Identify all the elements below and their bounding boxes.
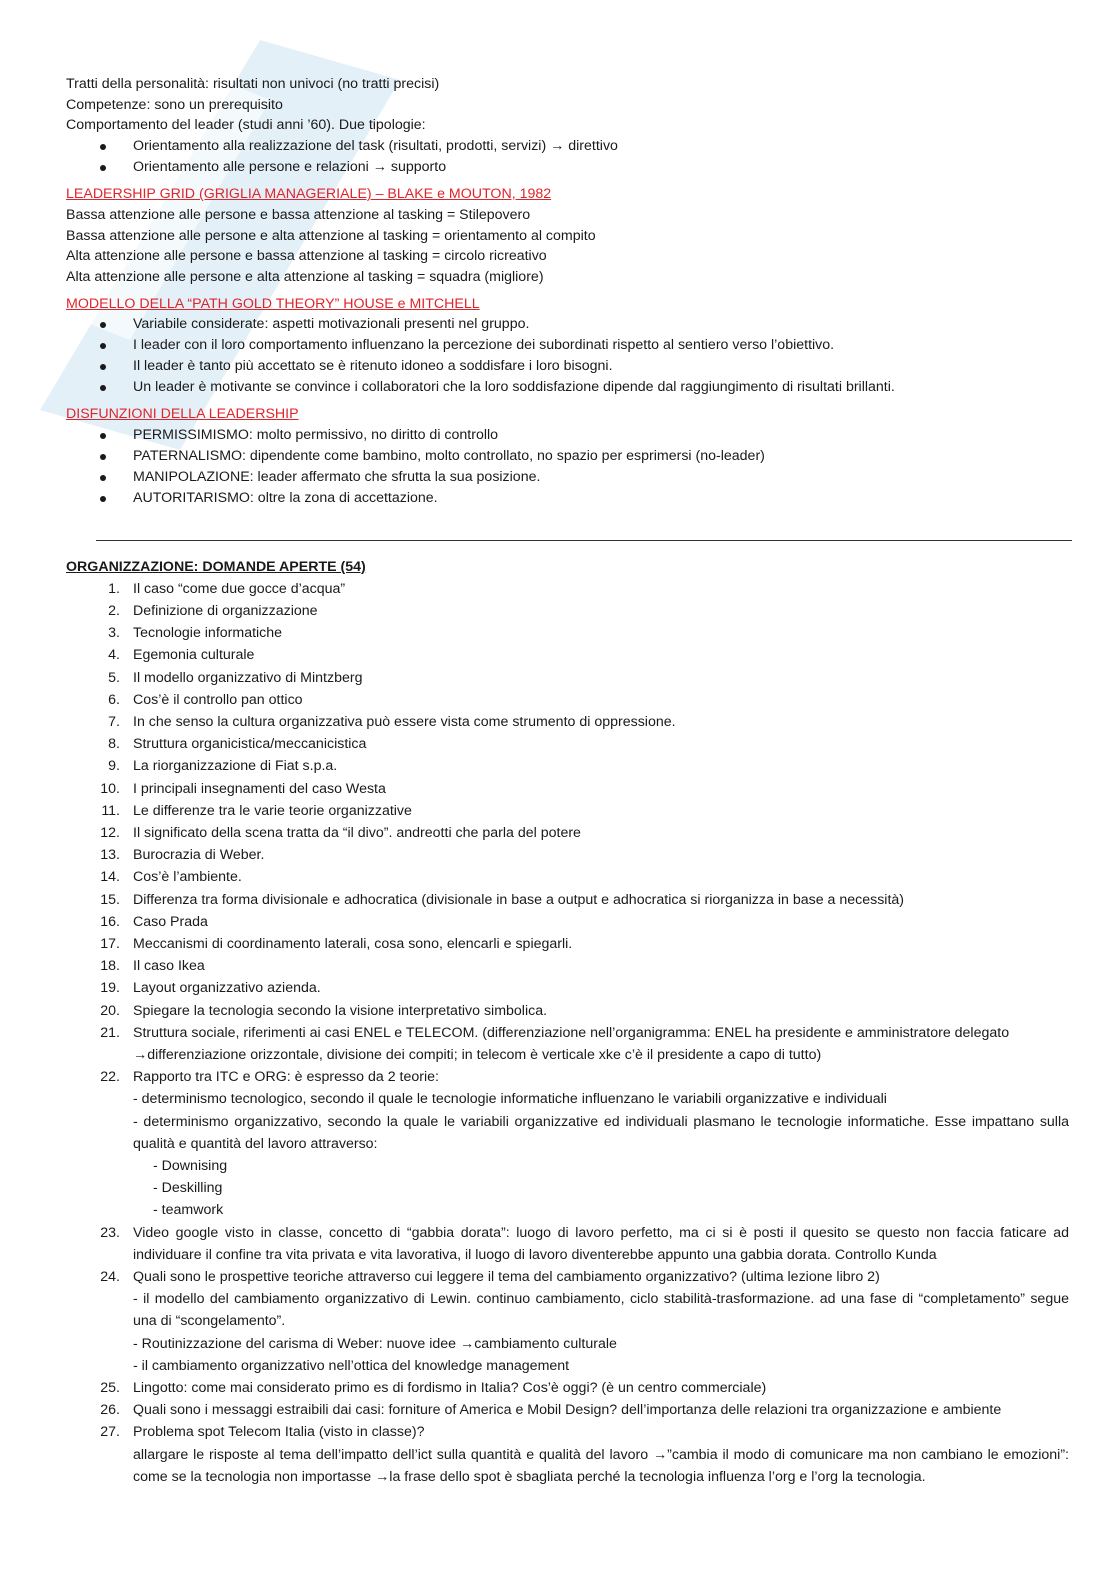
question-item: 3. Tecnologie informatiche bbox=[108, 625, 283, 642]
bullet-icon bbox=[100, 433, 106, 439]
dysfunctions-bullet-list bbox=[66, 425, 1071, 509]
question-item: 8. Struttura organicistica/meccanicistica bbox=[108, 736, 367, 753]
path-bullet-list bbox=[66, 314, 1071, 398]
bullet-icon bbox=[100, 322, 106, 328]
question-item: 19. Layout organizzativo azienda. bbox=[100, 980, 321, 997]
list-item: PERMISSIMISMO: molto permissivo, no diritto di controllo bbox=[66, 425, 1071, 446]
question-item: 26. Quali sono i messaggi estraibili dai casi: forniture of America e Mobil Design? dell’importanza delle relazioni tra organizzazione e ambiente bbox=[100, 1402, 1002, 1419]
grid-line: Bassa attenzione alle persone e alta attenzione al tasking = orientamento al compito bbox=[66, 227, 596, 244]
list-item: Variabile considerate: aspetti motivazionali presenti nel gruppo. bbox=[66, 314, 1071, 335]
section-heading-questions: ORGANIZZAZIONE: DOMANDE APERTE (54) bbox=[66, 559, 366, 576]
question-item: 23. Video google visto in classe, concetto di “gabbia dorata”: luogo di lavoro perfetto, ma ci si è posti il quesito se questo non faccia faticare ad individuare il confine tra vita privata e vita lavorativa, il luogo di lavoro diventerebbe appunto una gabbia dorata. Controllo Kunda bbox=[100, 1224, 1069, 1263]
question-item: 15. Differenza tra forma divisionale e adhocratica (divisionale in base a output e adhocratica si riorganizza in base a necessità) bbox=[100, 891, 905, 908]
question-item: 17. Meccanismi di coordinamento laterali, cosa sono, elencarli e spiegarli. bbox=[100, 935, 573, 952]
intro-line: Comportamento del leader (studi anni ’60). Due tipologie: bbox=[66, 117, 426, 134]
question-item: 7. In che senso la cultura organizzativa può essere vista come strumento di oppressione. bbox=[108, 713, 676, 730]
bullet-icon bbox=[100, 343, 106, 349]
question-item: 9. La riorganizzazione di Fiat s.p.a. bbox=[108, 758, 338, 775]
question-item: 11. Le differenze tra le varie teorie organizzative bbox=[101, 802, 412, 819]
list-item: I leader con il loro comportamento influenzano la percezione dei subordinati rispetto al sentiero verso l’obiettivo. bbox=[66, 335, 1071, 356]
question-item: 22. Rapporto tra ITC e ORG: è espresso da 2 teorie: - determinismo tecnologico, secondo il quale le tecnologie informatiche influenzano le variabili organizzative e individuali - determinismo organizzativo, secondo la quale le variabili organizzative ed individuali plasmano le tecnologie informatiche. Esse impattano sulla qualità e quantità del lavoro attraverso: - Downising - Deskilling - teamwork bbox=[100, 1069, 1069, 1219]
bullet-icon bbox=[100, 165, 106, 171]
bullet-icon bbox=[100, 454, 106, 460]
question-item: 6. Cos’è il controllo pan ottico bbox=[108, 691, 303, 708]
section-heading-grid: LEADERSHIP GRID (GRIGLIA MANAGERIALE) – BLAKE e MOUTON, 1982 bbox=[66, 186, 552, 203]
section-heading-path: MODELLO DELLA “PATH GOLD THEORY” HOUSE e MITCHELL bbox=[66, 295, 480, 312]
question-item: 12. Il significato della scena tratta da “il divo”. andreotti che parla del potere bbox=[100, 824, 581, 841]
question-item: 10. I principali insegnamenti del caso Westa bbox=[100, 780, 386, 797]
bullet-icon bbox=[100, 496, 106, 502]
document-page bbox=[66, 74, 1071, 1488]
bullet-icon bbox=[100, 144, 106, 150]
question-item: 24. Quali sono le prospettive teoriche attraverso cui leggere il tema del cambiamento organizzativo? (ultima lezione libro 2) - il modello del cambiamento organizzativo di Lewin. continuo cambiamento, ciclo stabilità-trasformazione. ad una fase di “completamento” segue una di “scongelamento”. - Routinizzazione del carisma di Weber: nuove idee →cambiamento culturale - il cambiamento organizzativo nell’ottica del knowledge management bbox=[100, 1269, 1069, 1374]
list-item: PATERNALISMO: dipendente come bambino, molto controllato, no spazio per esprimersi (no-leader) bbox=[66, 446, 1071, 467]
intro-line: Tratti della personalità: risultati non univoci (no tratti precisi) bbox=[66, 76, 440, 92]
list-item: Orientamento alle persone e relazioni → supporto bbox=[66, 157, 1071, 178]
grid-line: Alta attenzione alle persone e bassa attenzione al tasking = circolo ricreativo bbox=[66, 248, 547, 265]
list-item: Un leader è motivante se convince i collaboratori che la loro soddisfazione dipende dal raggiungimento di risultati brillanti. bbox=[66, 377, 1071, 398]
list-item: AUTORITARISMO: oltre la zona di accettazione. bbox=[66, 488, 1071, 509]
question-item: 2. Definizione di organizzazione bbox=[108, 602, 318, 619]
section-heading-dysfunctions: DISFUNZIONI DELLA LEADERSHIP bbox=[66, 406, 299, 423]
question-item: 16. Caso Prada bbox=[100, 913, 208, 930]
question-list bbox=[66, 578, 1071, 1022]
question-item: 20. Spiegare la tecnologia secondo la visione interpretativo simbolica. bbox=[100, 1002, 548, 1019]
question-item: 5. Il modello organizzativo di Mintzberg bbox=[108, 669, 363, 686]
question-item: 27. Problema spot Telecom Italia (visto in classe)? allargare le risposte al tema dell’impatto dell’ict sulla quantità e qualità del lavoro →”cambia il modo di comunicare ma non cambiano le emozioni”: come se la tecnologia non importasse →la frase dello spot è sbagliata perché la tecnologia influenza l’org e l’org la tecnologia. bbox=[100, 1424, 1069, 1485]
question-item: 1. Il caso “come due gocce d’acqua” bbox=[108, 580, 346, 597]
question-list-long bbox=[66, 1022, 1071, 1488]
bullet-icon bbox=[100, 385, 106, 391]
question-item: 21. Struttura sociale, riferimenti ai casi ENEL e TELECOM. (differenziazione nell’organigramma: ENEL ha presidente e amministratore delegato →differenziazione orizzontale, divisione dei compiti; in telecom è verticale xke c’è il presidente a capo di tutto) bbox=[100, 1024, 1010, 1063]
question-item: 13. Burocrazia di Weber. bbox=[100, 847, 265, 864]
question-item: 18. Il caso Ikea bbox=[100, 958, 205, 975]
bullet-icon bbox=[100, 475, 106, 481]
list-item: Il leader è tanto più accettato se è ritenuto idoneo a soddisfare i loro bisogni. bbox=[66, 356, 1071, 377]
list-item: MANIPOLAZIONE: leader affermato che sfrutta la sua posizione. bbox=[66, 467, 1071, 488]
list-item: Orientamento alla realizzazione del task (risultati, prodotti, servizi) → direttivo bbox=[66, 136, 1071, 157]
intro-bullet-list bbox=[66, 136, 1071, 178]
section-divider bbox=[96, 540, 1072, 541]
question-item: 14. Cos’è l’ambiente. bbox=[100, 869, 242, 886]
intro-line: Competenze: sono un prerequisito bbox=[66, 96, 283, 113]
question-item: 4. Egemonia culturale bbox=[108, 647, 255, 664]
question-item: 25. Lingotto: come mai considerato primo es di fordismo in Italia? Cos’è oggi? (è un centro commerciale) bbox=[100, 1380, 767, 1397]
grid-line: Alta attenzione alle persone e alta attenzione al tasking = squadra (migliore) bbox=[66, 268, 544, 285]
grid-line: Bassa attenzione alle persone e bassa attenzione al tasking = Stilepovero bbox=[66, 206, 531, 223]
bullet-icon bbox=[100, 364, 106, 370]
